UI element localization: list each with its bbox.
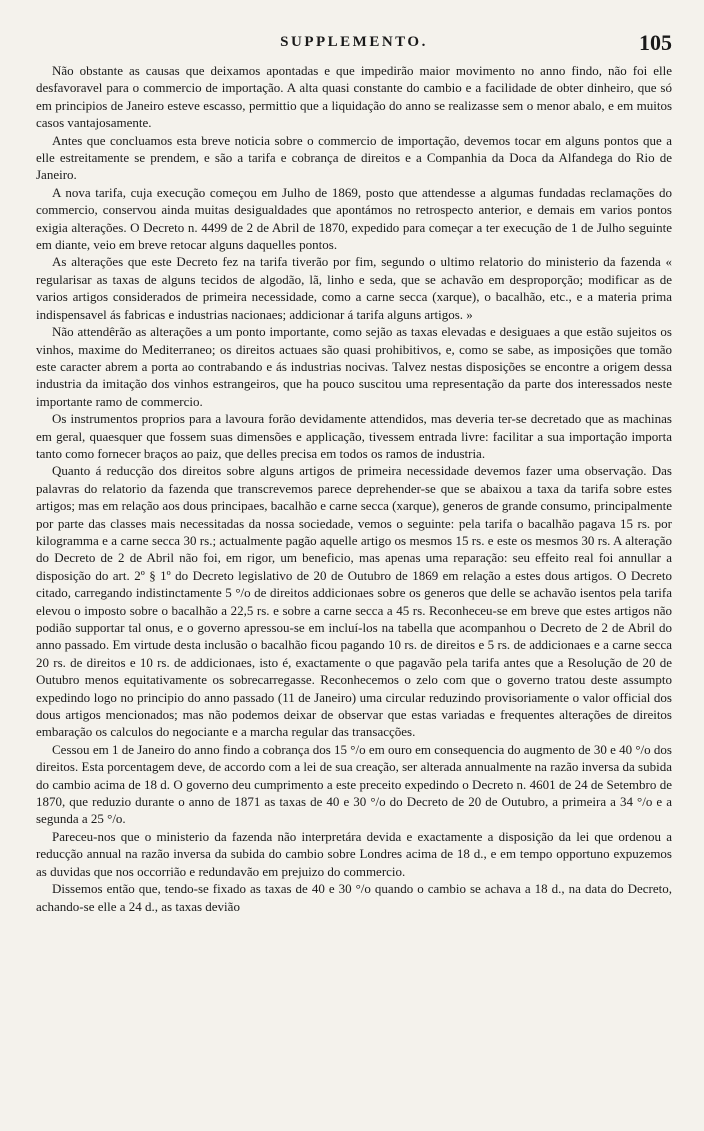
paragraph: As alterações que este Decreto fez na tarifa tiverão por fim, segundo o ultimo relatorio do ministerio da fazenda « regularisar as taxas de alguns tecidos de algodão, lã, linho e seda, que se achavão em desproporção; modificar as de varios artigos considerados de primeira necessidade, como a carne secca (xarque), o bacalhão, etc., e a materia prima indispensavel ás fabricas e industrias nacionaes; addicionar á tarifa alguns artigos. »: [36, 254, 672, 322]
paragraph: Cessou em 1 de Janeiro do anno findo a cobrança dos 15 °/o em ouro em consequencia do augmento de 30 e 40 °/o dos direitos. Esta porcentagem deve, de accordo com a lei de sua creação, ser alterada annualmente na razão inversa da subida do cambio acima de 18 d. O governo deu cumprimento a este preceito expedindo o Decreto n. 4601 de 24 de Setembro de 1870, que reduzio durante o anno de 1871 as taxas de 40 e 30 °/o do Decreto de 20 de Outubro, a primeira a 34 °/o e a segunda a 25 °/o.: [36, 741, 672, 827]
paragraph: Os instrumentos proprios para a lavoura forão devidamente attendidos, mas deveria ter-se decretado que as machinas em geral, quaesquer que fossem suas dimensões e applicação, tivessem entrada livre: facilitar a sua importação importa tanto como fornecer braços ao paiz, que delles precisa em todos os ramos de industria.: [36, 411, 672, 461]
paragraph: Não obstante as causas que deixamos apontadas e que impedirão maior movimento no anno findo, não foi elle desfavoravel para o commercio de importação. A alta quasi constante do cambio e a facilidade de obter dinheiro, que só em principios de Janeiro esteve escasso, permittio que a liquidação do anno se realizasse sem o menor abalo, e em muitos casos vantajosamente.: [36, 63, 672, 131]
page-header: [36, 30, 672, 58]
paragraph: A nova tarifa, cuja execução começou em Julho de 1869, posto que attendesse a algumas fundadas reclamações do commercio, conservou ainda muitas desigualdades que apontámos no retrospecto anterior, e demais em varios pontos exigia alterações. O Decreto n. 4499 de 2 de Abril de 1870, expedido para começar a ter execução de 1 de Julho seguinte em diante, veio em breve retocar alguns daquelles pontos.: [36, 184, 672, 253]
body-text: [36, 62, 672, 915]
page-number: 105: [639, 30, 672, 55]
paragraph: Quanto á reducção dos direitos sobre alguns artigos de primeira necessidade devemos fazer uma observação. Das palavras do relatorio da fazenda que transcrevemos parece deprehender-se que se abaixou a taxa da tarifa sobre estes artigos; mas em relação aos dous principaes, bacalhão e carne secca (xarque), generos de grande consumo, principalmente por parte das classes mais necessitadas da nossa sociedade, vemos o seguinte: pela tarifa o bacalhão pagava 15 rs. por kilogramma e a carne secca 30 rs.; actualmente pagão aquelle artigo os mesmos 15 rs. e este os mesmos 30 rs. A alteração do Decreto de 2 de Abril não foi, em rigor, um beneficio, mas apenas uma reparação: seu effeito real foi annullar a disposição do art. 2º § 1º do Decreto legislativo de 20 de Outubro de 1869 em relação a estes dous artigos. O Decreto citado, carregando indistinctamente 5 °/o de direitos addicionaes sobre os generos que delle se achavão isentos pela tarifa elevou o imposto sobre o bacalhão a 22,5 rs. e sobre a carne secca a 45 rs. Reconheceu-se em breve que estes artigos não podião supportar tal onus, e o governo apressou-se em incluí-los na tabella que acompanhou o Decreto de 2 de Abril do anno passado. Em virtude desta inclusão o bacalhão ficou pagando 10 rs. de direitos e 5 rs. de addicionaes e a carne secca 20 rs. de direitos e 10 rs. de addicionaes, isto é, exactamente o que pagavão pela tarifa antes que a Resolução de 20 de Outubro menos equitativamente os sobrecarregasse. Reconhecemos o zelo com que o governo tratou deste assumpto expedindo logo no principio do anno passado (11 de Janeiro) uma circular reduzindo provisoriamente o valor official dos dous artigos mencionados; mas não podemos deixar de observar que estas variadas e frequentes alterações de direitos embaração os calculos do negociante e a marcha regular das transacções.: [36, 463, 672, 740]
paragraph: Pareceu-nos que o ministerio da fazenda não interpretára devida e exactamente a disposição da lei que ordenou a reducção annual na razão inversa da subida do cambio sobre Londres acima de 18 d., e em tempo opportuno expuzemos as duvidas que nos occorrião e redundavão em prejuizo do commercio.: [36, 828, 672, 879]
document-page: [36, 30, 672, 915]
paragraph: Dissemos então que, tendo-se fixado as taxas de 40 e 30 °/o quando o cambio se achava a 18 d., na data do Decreto, achando-se elle a 24 d., as taxas devião: [36, 881, 672, 914]
paragraph: Não attendêrão as alterações a um ponto importante, como sejão as taxas elevadas e desiguaes a que estão sujeitos os vinhos, maxime do Mediterraneo; os direitos actuaes são quasi prohibitivos, e, como se sabe, as imposições que tomão este caracter abrem a porta ao contrabando e ás industrias nocivas. Talvez nestas disposições se encontre a origem dessa industria da imitação dos vinhos estrangeiros, que ha pouco suscitou uma representação da parte dos interessados neste importante ramo de commercio.: [36, 324, 672, 409]
paragraph: Antes que concluamos esta breve noticia sobre o commercio de importação, devemos tocar em alguns pontos que a elle estreitamente se prendem, e são a tarifa e cobrança de direitos e a Companhia da Doca da Alfandega do Rio de Janeiro.: [36, 132, 672, 183]
running-title: SUPPLEMENTO.: [280, 34, 428, 50]
